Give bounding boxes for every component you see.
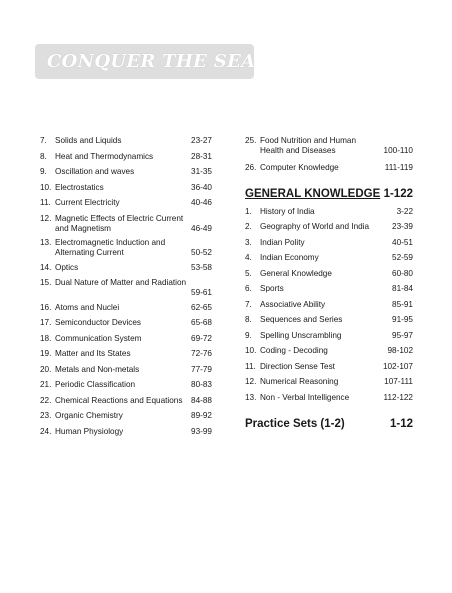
toc-pages: 40-51: [392, 237, 413, 247]
toc-number: 22.: [40, 395, 52, 405]
toc-row[interactable]: [40, 152, 212, 168]
toc-row[interactable]: [40, 427, 212, 443]
toc-number: 4.: [245, 253, 252, 262]
toc-title: Current Electricity: [55, 198, 120, 207]
toc-row[interactable]: [245, 269, 413, 285]
toc-number: 9.: [40, 167, 47, 176]
toc-row[interactable]: [40, 380, 212, 396]
toc-number: 18.: [40, 333, 52, 343]
toc-row[interactable]: [40, 238, 212, 263]
toc-pages: 98-102: [387, 346, 413, 355]
toc-pages: 60-80: [392, 268, 413, 278]
toc-number: 13.: [40, 238, 52, 247]
toc-number: 17.: [40, 318, 52, 327]
toc-row[interactable]: [40, 396, 212, 412]
toc-row[interactable]: [40, 167, 212, 183]
banner-title: CONQUER THE SEA: [47, 51, 256, 72]
toc-title: Indian Polity: [260, 237, 305, 247]
toc-row[interactable]: [245, 377, 413, 393]
toc-title: Chemical Reactions and Equations: [55, 395, 183, 405]
toc-row[interactable]: [245, 300, 413, 316]
toc-row[interactable]: [40, 303, 212, 319]
toc-number: 11.: [245, 361, 256, 371]
toc-number: 10.: [40, 182, 52, 192]
toc-row[interactable]: [40, 349, 212, 365]
toc-row[interactable]: [245, 331, 413, 347]
practice-sets-heading[interactable]: [245, 418, 413, 431]
section-banner: [35, 44, 254, 79]
toc-number: 19.: [40, 349, 52, 358]
toc-row[interactable]: [40, 318, 212, 334]
toc-number: 9.: [245, 330, 252, 340]
toc-title: Solids and Liquids: [55, 136, 122, 145]
toc-title: Sequences and Series: [260, 315, 343, 324]
toc-title: Computer Knowledge: [260, 163, 339, 172]
toc-number: 2.: [245, 222, 252, 231]
toc-number: 10.: [245, 346, 257, 355]
toc-pages: 95-97: [392, 330, 413, 340]
toc-row[interactable]: [245, 238, 413, 254]
toc-row[interactable]: [40, 334, 212, 350]
toc-number: 1.: [245, 206, 252, 216]
toc-pages: 91-95: [392, 315, 413, 324]
gk-section-heading[interactable]: [245, 188, 413, 201]
gk-section-pages: 1-122: [383, 187, 413, 200]
toc-row[interactable]: [40, 136, 212, 152]
toc-title: Oscillation and waves: [55, 167, 135, 176]
gk-section-title: GENERAL KNOWLEDGE: [245, 187, 381, 200]
toc-pages: 107-111: [384, 377, 413, 386]
toc-pages: 80-83: [191, 380, 212, 389]
toc-number: 20.: [40, 364, 52, 374]
practice-sets-title: Practice Sets (1-2): [245, 418, 345, 430]
toc-row[interactable]: [40, 198, 212, 214]
toc-number: 14.: [40, 262, 52, 272]
toc-title: Metals and Non-metals: [55, 364, 140, 374]
toc-number: 7.: [40, 136, 47, 145]
toc-pages: 102-107: [382, 361, 413, 371]
toc-pages: 65-68: [191, 318, 212, 327]
toc-number: 21.: [40, 380, 52, 389]
toc-pages: 69-72: [191, 333, 212, 343]
toc-pages: 40-46: [191, 198, 212, 207]
toc-title: Atoms and Nuclei: [55, 302, 120, 312]
toc-number: 16.: [40, 302, 52, 312]
toc-number: 11.: [40, 198, 51, 207]
toc-title: Electrostatics: [55, 182, 104, 192]
toc-title: Electromagnetic Induction and Alternating Current: [55, 238, 166, 257]
toc-pages: 62-65: [191, 302, 212, 312]
toc-pages: 36-40: [191, 182, 212, 192]
toc-row[interactable]: [245, 222, 413, 238]
toc-row[interactable]: [245, 253, 413, 269]
toc-title: Sports: [260, 284, 284, 293]
toc-row[interactable]: [40, 365, 212, 381]
toc-pages: 52-59: [392, 253, 413, 262]
toc-title: Organic Chemistry: [55, 411, 123, 420]
toc-number: 6.: [245, 284, 252, 293]
toc-title: Semiconductor Devices: [55, 318, 142, 327]
toc-row[interactable]: [40, 278, 212, 303]
toc-number: 26.: [245, 163, 257, 172]
toc-pages: 84-88: [191, 395, 212, 405]
toc-title: Optics: [55, 262, 79, 272]
toc-number: 24.: [40, 426, 52, 436]
toc-title: Geography of World and India: [260, 222, 370, 231]
toc-title: Non - Verbal Intelligence: [260, 392, 350, 402]
toc-number: 25.: [245, 136, 257, 145]
toc-title: Heat and Thermodynamics: [55, 151, 154, 161]
toc-number: 12.: [245, 377, 257, 386]
toc-number: 15.: [40, 278, 52, 287]
toc-pages: 23-27: [191, 136, 212, 145]
toc-row[interactable]: [245, 136, 413, 163]
toc-pages: 53-58: [191, 262, 212, 272]
toc-title: Matter and Its States: [55, 349, 131, 358]
toc-number: 7.: [245, 299, 252, 309]
toc-number: 8.: [245, 315, 252, 324]
toc-pages: 28-31: [191, 151, 212, 161]
toc-pages: 3-22: [396, 206, 413, 216]
toc-number: 12.: [40, 213, 52, 223]
toc-pages: 72-76: [191, 349, 212, 358]
toc-pages: 59-61: [191, 288, 212, 297]
toc-title: Indian Economy: [260, 253, 319, 262]
toc-row[interactable]: [245, 393, 413, 409]
toc-title: Food Nutrition and Human Health and Diseases: [260, 136, 357, 155]
toc-right-column: [245, 136, 413, 431]
toc-pages: 46-49: [191, 223, 212, 233]
toc-pages: 85-91: [392, 299, 413, 309]
toc-pages: 77-79: [191, 364, 212, 374]
toc-title: Numerical Reasoning: [260, 377, 339, 386]
toc-title: Spelling Unscrambling: [260, 330, 342, 340]
toc-row[interactable]: [245, 207, 413, 223]
toc-title: Direction Sense Test: [260, 361, 335, 371]
toc-row[interactable]: [245, 315, 413, 331]
toc-title: Associative Ability: [260, 299, 326, 309]
toc-title: Periodic Classification: [55, 380, 136, 389]
toc-row[interactable]: [245, 163, 413, 179]
toc-title: Coding - Decoding: [260, 346, 328, 355]
toc-row[interactable]: [40, 263, 212, 279]
toc-pages: 81-84: [392, 284, 413, 293]
toc-title: Human Physiology: [55, 426, 124, 436]
toc-left-column: [40, 136, 212, 442]
practice-sets-pages: 1-12: [389, 418, 413, 430]
toc-row[interactable]: [245, 362, 413, 378]
toc-pages: 50-52: [191, 248, 212, 257]
toc-row[interactable]: [40, 214, 212, 239]
toc-title: Communication System: [55, 333, 142, 343]
toc-number: 5.: [245, 268, 252, 278]
toc-row[interactable]: [40, 411, 212, 427]
toc-number: 23.: [40, 411, 52, 420]
toc-row[interactable]: [245, 346, 413, 362]
toc-row[interactable]: [40, 183, 212, 199]
toc-title: Magnetic Effects of Electric Current and Magnetism: [55, 213, 184, 233]
toc-title: History of India: [260, 206, 315, 216]
toc-pages: 89-92: [191, 411, 212, 420]
toc-title: General Knowledge: [260, 268, 332, 278]
toc-pages: 100-110: [383, 146, 413, 155]
toc-title: Dual Nature of Matter and Radiation: [55, 278, 187, 287]
toc-pages: 111-119: [384, 163, 413, 172]
toc-pages: 112-122: [383, 392, 413, 402]
toc-pages: 93-99: [191, 426, 212, 436]
toc-number: 13.: [245, 392, 257, 402]
toc-pages: 23-39: [392, 222, 413, 231]
toc-number: 3.: [245, 237, 252, 247]
toc-pages: 31-35: [191, 167, 212, 176]
toc-number: 8.: [40, 151, 47, 161]
toc-row[interactable]: [245, 284, 413, 300]
